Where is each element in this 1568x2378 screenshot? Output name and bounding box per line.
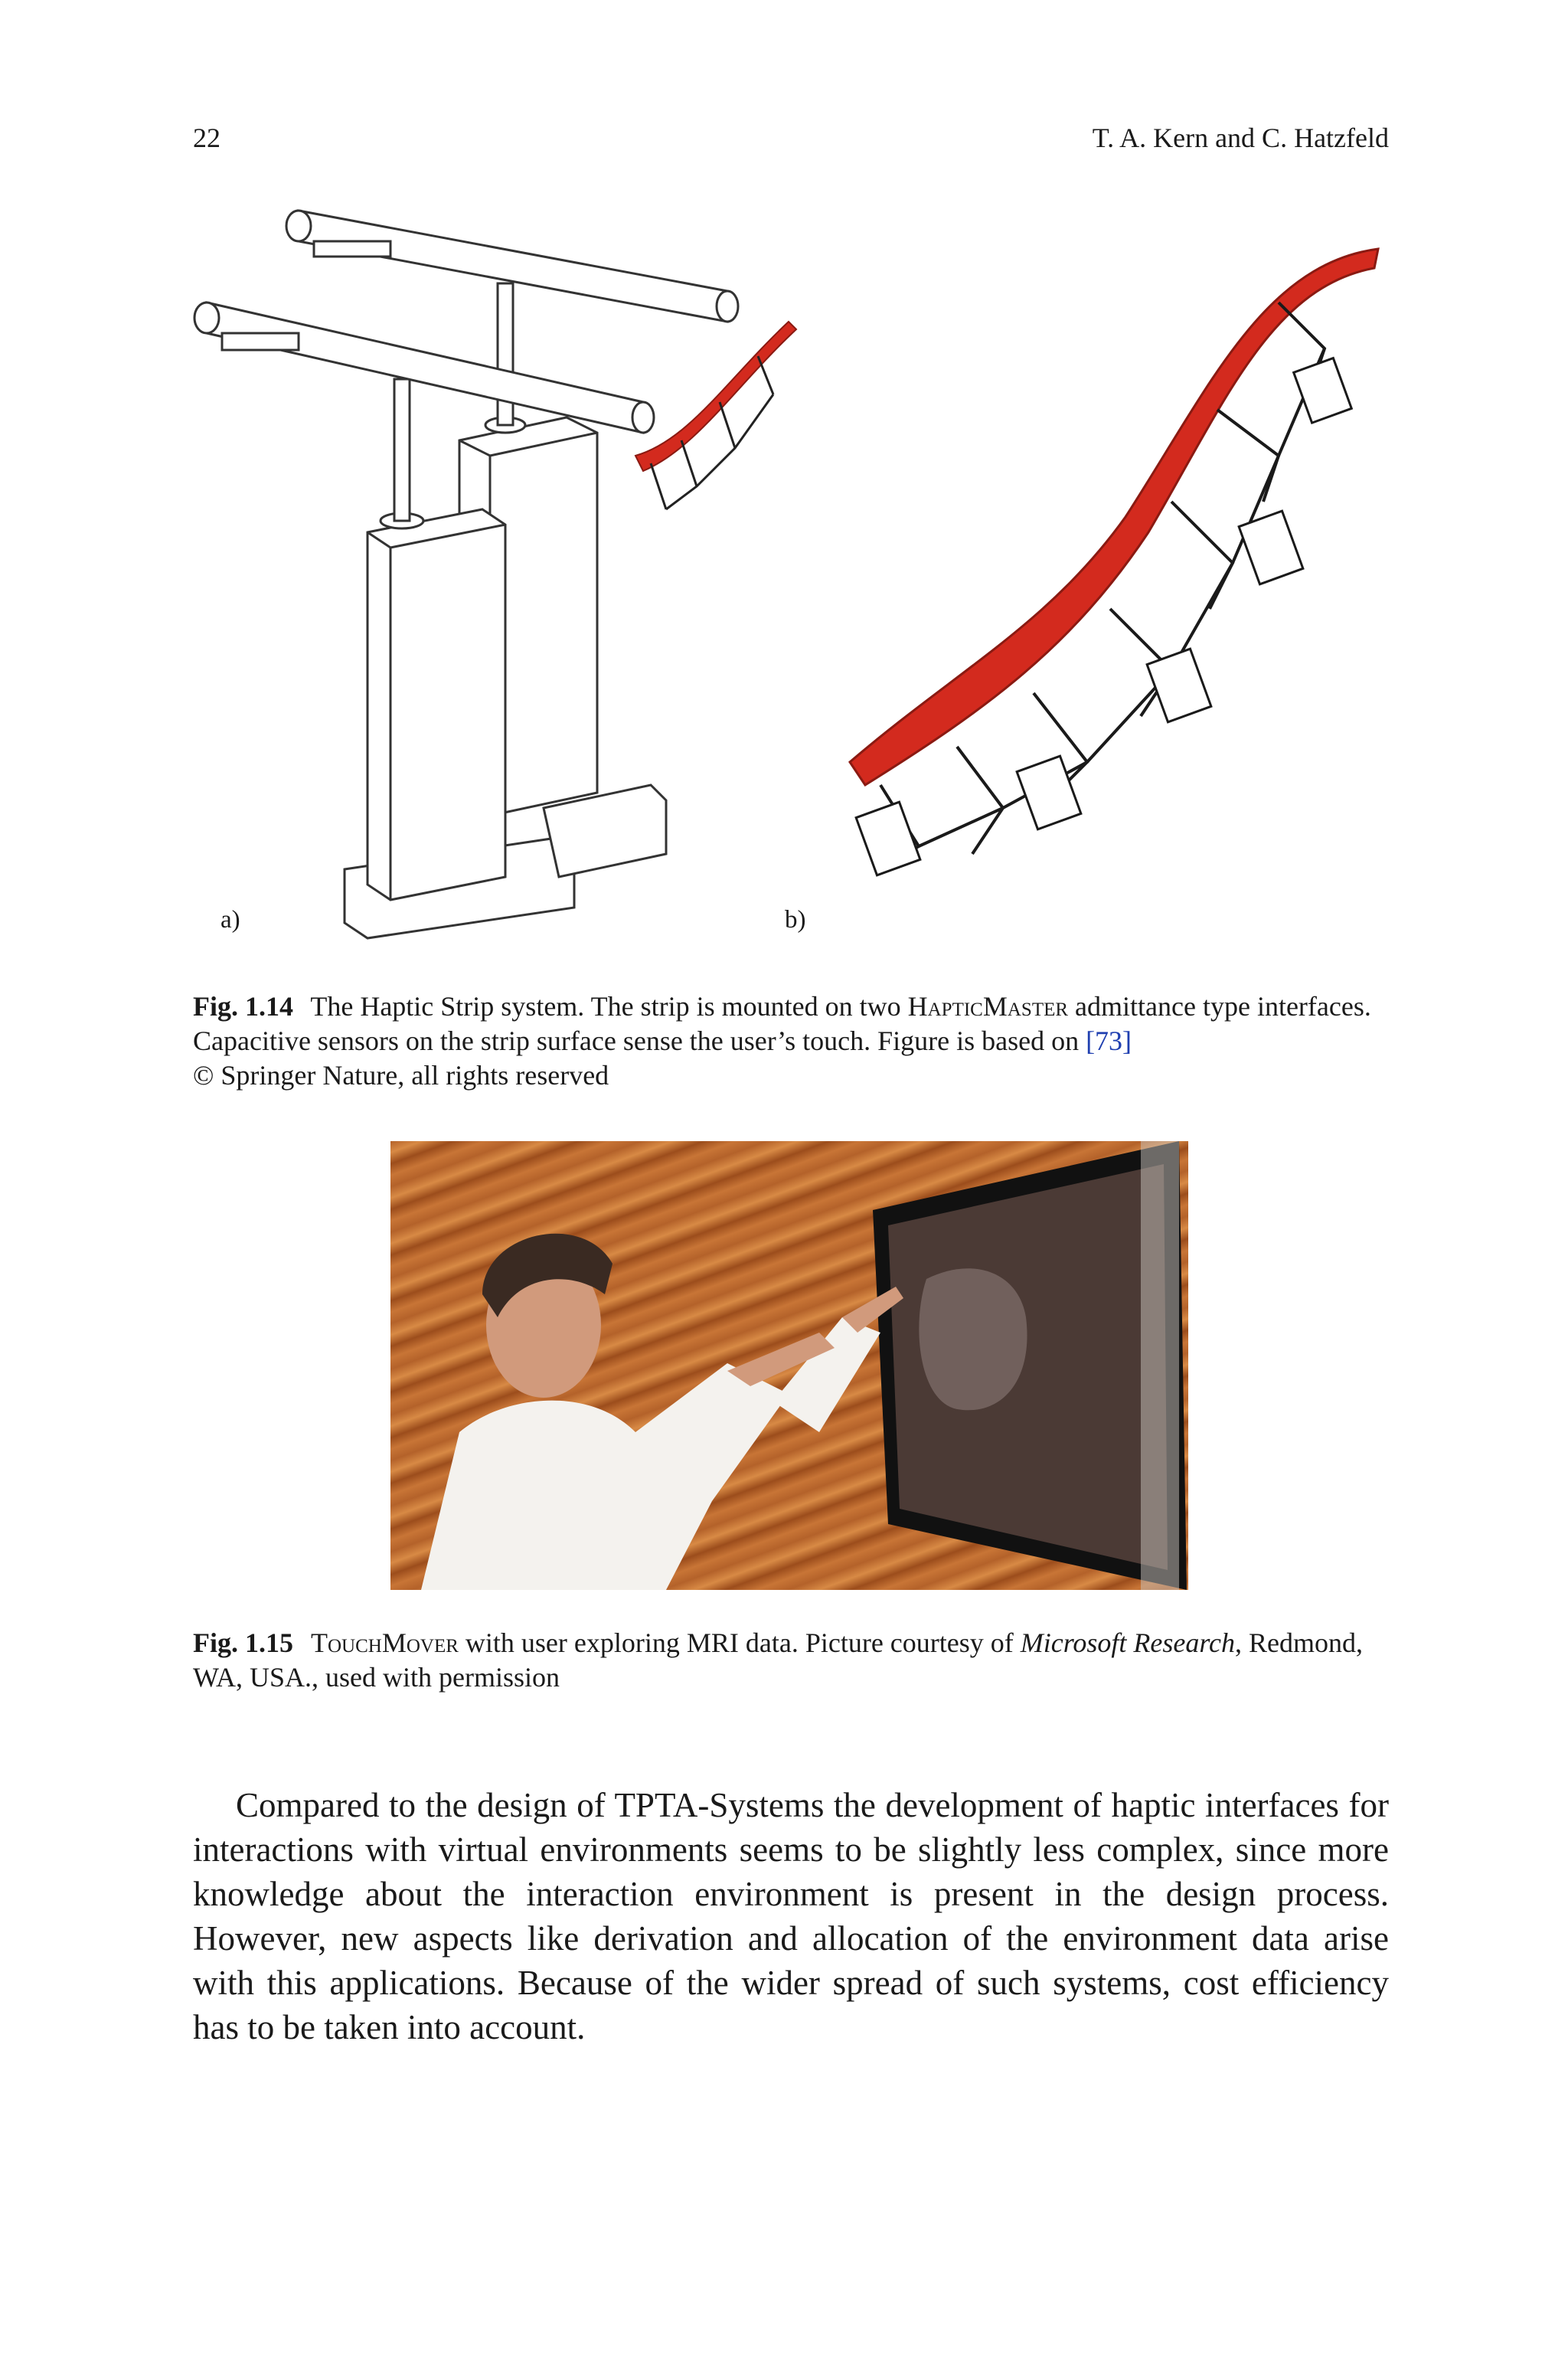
body-paragraph xyxy=(193,1783,1389,2049)
haptic-master-devices xyxy=(194,211,738,938)
haptic-master-name: HapticMaster xyxy=(907,991,1069,1022)
panel-b-label: b) xyxy=(785,906,806,934)
monitor xyxy=(873,1141,1187,1590)
page-number: 22 xyxy=(193,123,220,153)
copyright-notice: © Springer Nature, all rights reserved xyxy=(193,1060,609,1091)
running-head: T. A. Kern and C. Hatzfeld xyxy=(1092,123,1389,153)
caption-text: The Haptic Strip system. The strip is mounted on two xyxy=(310,991,901,1022)
photo-illustration xyxy=(390,1141,1188,1590)
caption-text: admittance type interfaces. Capacitive sensors on the strip surface sense the user’s touch. Figure is based on xyxy=(193,991,1371,1056)
figure-label: Fig. 1.14 xyxy=(193,991,293,1022)
caption-text: , Redmond, WA, USA., used with permission xyxy=(193,1627,1364,1693)
figure-1-14-caption xyxy=(193,989,1390,1093)
actuator-boxes xyxy=(856,358,1351,875)
figure-1-15-caption xyxy=(193,1626,1390,1695)
figure-label: Fig. 1.15 xyxy=(193,1627,293,1658)
front-arm xyxy=(207,303,643,433)
paragraph-text: Compared to the design of TPTA-Systems the development of haptic interfaces for interactions with virtual environments seems to be slightly less complex, since more knowledge about the interaction environment is present in the design process. However, new aspects like derivation and allocation of the environment data arise with this applications. Because of the wider spread of such systems, cost efficiency has to be taken into account. xyxy=(193,1786,1389,2046)
touchmover-name: TouchMover xyxy=(311,1627,459,1658)
person xyxy=(421,1234,903,1590)
touchmover-photo xyxy=(390,1141,1188,1590)
panel-a-label: a) xyxy=(220,906,240,934)
caption-text: with user exploring MRI data. Picture courtesy of xyxy=(465,1627,1014,1658)
haptic-strip-large xyxy=(850,249,1378,785)
front-tower xyxy=(368,509,505,900)
haptic-strip-figure xyxy=(191,195,1393,953)
citation-link[interactable]: [73] xyxy=(1086,1025,1132,1056)
microsoft-research: Microsoft Research xyxy=(1020,1627,1236,1658)
strip-linkages-small xyxy=(651,356,773,509)
